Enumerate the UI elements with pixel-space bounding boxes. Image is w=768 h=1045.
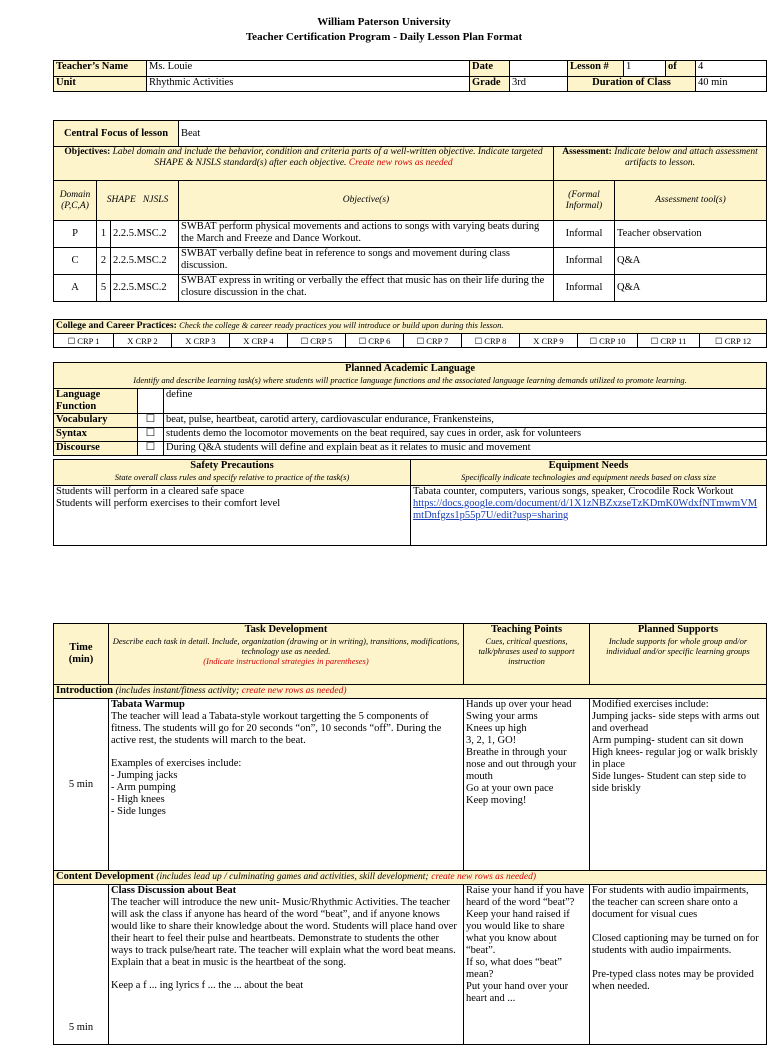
crp-checkbox[interactable]: X CRP 4 — [230, 334, 288, 348]
crp-checkbox[interactable]: ☐ CRP 6 — [346, 334, 404, 348]
lesson-label: Lesson # — [568, 61, 624, 77]
of-value: 4 — [696, 61, 767, 77]
intro-planned-supports: Modified exercises include: Jumping jacks- side steps with arms out and overhead Arm pumping- student can sit down High knees- regular jog or walk briskly in place Side lunges- Student can step side to side briskly — [590, 699, 767, 871]
workout-doc-link[interactable]: https://docs.google.com/document/d/1X1zNBZxzseTzKDmK0WdxfNTmwmVMmtDnfgzs1p55p7U/edit?usp=sharing — [413, 498, 758, 521]
crp-checkbox[interactable]: ☐ CRP 10 — [578, 334, 638, 348]
teacher-info-table — [53, 60, 767, 92]
content-development-header: Content Development (includes lead up / culminating games and activities, skill development; create new rows as needed) — [54, 871, 767, 885]
objective-text: SWBAT express in writing or verbally the effect that music has on their life during the closure discussion in the chat. — [179, 275, 554, 302]
equipment-header: Equipment Needs Specifically indicate technologies and equipment needs based on class size — [411, 460, 767, 486]
duration-value: 40 min — [696, 77, 767, 92]
intro-task: Tabata Warmup The teacher will lead a Tabata-style workout targetting the 5 components of fitness. The students will go for 20 seconds “on”, 10 seconds “off”. During the active rest, the students will march to the beat. Examples of exercises include: - Jumping jacks - Arm pumping - High knees - Side lunges — [109, 699, 464, 871]
introduction-header: Introduction (includes instant/fitness activity; create new rows as needed) — [54, 685, 767, 699]
central-focus-label: Central Focus of lesson — [54, 121, 179, 147]
unit-label: Unit — [54, 77, 147, 92]
objective-text: SWBAT perform physical movements and actions to songs with varying beats during the March and Freeze and Dance Workout. — [179, 221, 554, 248]
grade-label: Grade — [470, 77, 510, 92]
intro-teaching-points: Hands up over your head Swing your arms Knees up high 3, 2, 1, GO! Breathe in through your nose and out through your mouth Go at your own pace Keep moving! — [464, 699, 590, 871]
objective-shape: 2 — [97, 248, 111, 275]
crp-checkbox[interactable]: ☐ CRP 8 — [462, 334, 520, 348]
lesson-value: 1 — [624, 61, 666, 77]
program-title: Teacher Certification Program - Daily Lesson Plan Format — [245, 31, 523, 43]
date-value — [510, 61, 568, 77]
content-task: Class Discussion about Beat The teacher will introduce the new unit- Music/Rhythmic Activities. The teacher will ask the class if anyone has heard of the word “beat”, and if anyone knows would like to share their knowledge about the word. Students will place hand over their heart to feel their pulse and heartbeats. Demonstrate to students the other ways to track pulse/heart rate. The teacher will explain what the word beat means. Explain that a beat in music is the heartbeat of the song. Keep a f ... ing lyrics f ... the ... about the beat — [109, 885, 464, 1045]
assessment-header: Assessment: Indicate below and attach assessment artifacts to lesson. — [554, 147, 767, 181]
objective-tool: Q&A — [615, 275, 767, 302]
discourse-label: Discourse — [54, 442, 138, 456]
objective-shape: 5 — [97, 275, 111, 302]
objective-formal: Informal — [554, 275, 615, 302]
task-development-table — [53, 623, 767, 1045]
safety-equipment-table — [53, 459, 767, 546]
crp-checkbox[interactable]: ☐ CRP 11 — [638, 334, 700, 348]
syntax-checkbox[interactable]: ☐ — [138, 428, 164, 442]
language-header: Planned Academic Language Identify and describe learning task(s) where students will practice language functions and the associated language learning demands utilized to promote learning. — [54, 363, 767, 389]
objective-shape: 1 — [97, 221, 111, 248]
objective-domain: P — [54, 221, 97, 248]
col-objective: Objective(s) — [179, 181, 554, 221]
objective-tool: Q&A — [615, 248, 767, 275]
col-formal: (Formal Informal) — [554, 181, 615, 221]
intro-time: 5 min — [54, 699, 109, 871]
col-shape-njsls: SHAPE NJSLS — [97, 181, 179, 221]
language-function-value: define — [164, 389, 767, 414]
col-domain: Domain (P,C,A) — [54, 181, 97, 221]
col-task: Task Development Describe each task in detail. Include, organization (drawing or in writing), transitions, modifications, technology use as needed. (Indicate instructional strategies in parentheses) — [109, 624, 464, 685]
objective-domain: A — [54, 275, 97, 302]
syntax-value: students demo the locomotor movements on the beat required, say cues in order, ask for volunteers — [164, 428, 767, 442]
crp-checkbox[interactable]: X CRP 9 — [520, 334, 578, 348]
col-teaching-points: Teaching Points Cues, critical questions, talk/phrases used to support instruction — [464, 624, 590, 685]
safety-header: Safety Precautions State overall class rules and specify relative to practice of the task(s) — [54, 460, 411, 486]
crp-table — [53, 319, 767, 348]
syntax-label: Syntax — [54, 428, 138, 442]
unit-value: Rhythmic Activities — [147, 77, 470, 92]
university-title: William Paterson University — [317, 16, 451, 28]
vocabulary-value: beat, pulse, heartbeat, carotid artery, cardiovascular endurance, Frankensteins, — [164, 414, 767, 428]
col-planned-supports: Planned Supports Include supports for whole group and/or individual and/or specific learning groups — [590, 624, 767, 685]
teacher-name-value: Ms. Louie — [147, 61, 470, 77]
crp-checkbox[interactable]: X CRP 3 — [172, 334, 230, 348]
objective-njsls: 2.2.5.MSC.2 — [111, 221, 179, 248]
objective-formal: Informal — [554, 248, 615, 275]
content-teaching-points: Raise your hand if you have heard of the word “beat”? Keep your hand raised if you would like to share what you know about “beat”. If so, what does “beat” mean? Put your hand over your heart and ... — [464, 885, 590, 1045]
objective-domain: C — [54, 248, 97, 275]
duration-label: Duration of Class — [568, 77, 696, 92]
col-time: Time (min) — [54, 624, 109, 685]
crp-checkbox[interactable]: X CRP 2 — [114, 334, 172, 348]
language-function-box — [138, 389, 164, 414]
crp-checkbox[interactable]: ☐ CRP 7 — [404, 334, 462, 348]
academic-language-table — [53, 362, 767, 456]
date-label: Date — [470, 61, 510, 77]
objectives-header: Objectives: Label domain and include the behavior, condition and criteria parts of a well-written objective. Indicate targeted SHAPE & NJSLS standard(s) after each objective. Create new rows as needed — [54, 147, 554, 181]
equipment-needs: Tabata counter, computers, various songs, speaker, Crocodile Rock Workout https://docs.google.com/document/d/1X1zNBZxzseTzKDmK0WdxfNTmwmVMmtDnfgzs1p55p7U/edit?usp=sharing — [411, 486, 767, 546]
discourse-checkbox[interactable]: ☐ — [138, 442, 164, 456]
objectives-table — [53, 120, 767, 302]
col-tool: Assessment tool(s) — [615, 181, 767, 221]
vocabulary-checkbox[interactable]: ☐ — [138, 414, 164, 428]
content-planned-supports: For students with audio impairments, the teacher can screen share onto a document for visual cues Closed captioning may be turned on for students with audio impairments. Pre-typed class notes may be provided when needed. — [590, 885, 767, 1045]
crp-checkbox[interactable]: ☐ CRP 1 — [54, 334, 114, 348]
objective-text: SWBAT verbally define beat in reference to songs and movement during class discussion. — [179, 248, 554, 275]
of-label: of — [666, 61, 696, 77]
central-focus-value: Beat — [179, 121, 767, 147]
objective-tool: Teacher observation — [615, 221, 767, 248]
objective-njsls: 2.2.5.MSC.2 — [111, 275, 179, 302]
objective-njsls: 2.2.5.MSC.2 — [111, 248, 179, 275]
discourse-value: During Q&A students will define and explain beat as it relates to music and movement — [164, 442, 767, 456]
safety-rules: Students will perform in a cleared safe space Students will perform exercises to their comfort level — [54, 486, 411, 546]
objective-formal: Informal — [554, 221, 615, 248]
grade-value: 3rd — [510, 77, 568, 92]
content-time: 5 min — [54, 885, 109, 1045]
crp-checkbox[interactable]: ☐ CRP 5 — [288, 334, 346, 348]
language-function-label: Language Function — [54, 389, 138, 414]
crp-checkbox[interactable]: ☐ CRP 12 — [700, 334, 767, 348]
vocabulary-label: Vocabulary — [54, 414, 138, 428]
crp-header: College and Career Practices: Check the college & career ready practices you will introduce or build upon during this lesson. — [54, 320, 767, 334]
teacher-name-label: Teacher’s Name — [54, 61, 147, 77]
